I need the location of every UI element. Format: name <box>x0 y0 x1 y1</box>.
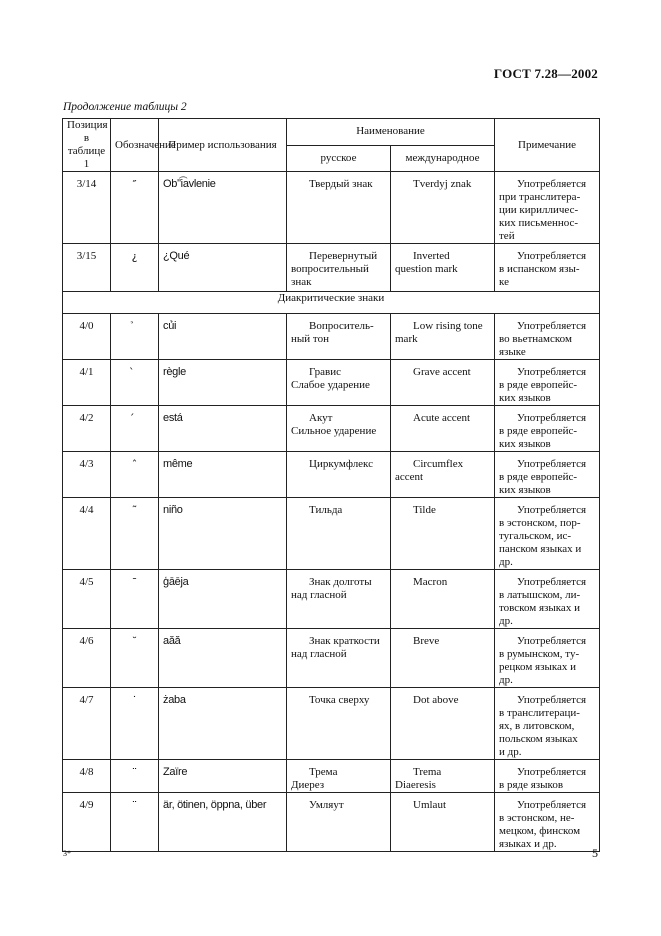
name-ru-cell-line: Тильда <box>309 504 343 516</box>
section-title: Диакритические знаки <box>63 292 600 314</box>
table-row <box>63 760 600 793</box>
table-row <box>63 570 600 629</box>
name-ru-cell-line: Знак долготы <box>309 576 372 588</box>
table-row <box>63 360 600 406</box>
name-intl-cell-line: Diaeresis <box>395 779 436 791</box>
note-cell-line: Употребляется <box>517 504 587 516</box>
name-intl-cell <box>391 172 495 244</box>
name-intl-cell <box>391 688 495 760</box>
name-ru-cell-line: Вопроситель- <box>309 320 374 332</box>
name-ru-cell <box>287 570 391 629</box>
name-ru-cell <box>287 498 391 570</box>
name-ru-cell-line: ный тон <box>291 333 329 345</box>
col-header-note: Примечание <box>495 119 600 172</box>
note-cell-line: Употребляется <box>517 458 587 470</box>
note-cell-line: в испанском язы- <box>499 263 580 275</box>
table-row <box>63 172 600 244</box>
note-cell-line: в ряде европейс- <box>499 425 578 437</box>
example-cell: règle <box>159 360 287 406</box>
position-cell: 3/15 <box>63 244 111 292</box>
note-cell-line: панском языках и <box>499 543 582 555</box>
name-intl-cell-line: question mark <box>395 263 458 275</box>
position-cell: 4/2 <box>63 406 111 452</box>
name-intl-cell-line: Tilde <box>413 504 436 516</box>
table-caption: Продолжение таблицы 2 <box>63 101 187 113</box>
table-row <box>63 498 600 570</box>
name-ru-cell-line: Гравис <box>309 366 342 378</box>
symbol-cell <box>111 360 159 406</box>
note-cell-line: Употребляется <box>517 694 587 706</box>
note-cell-line: в румынском, ту- <box>499 648 580 660</box>
name-intl-cell-line: accent <box>395 471 424 483</box>
name-intl-cell <box>391 793 495 852</box>
name-ru-cell <box>287 314 391 360</box>
name-ru-cell-line: Умляут <box>309 799 344 811</box>
name-intl-cell-line: Tverdyj znak <box>413 178 472 190</box>
symbol-cell: ¿ <box>111 244 159 292</box>
name-intl-cell <box>391 452 495 498</box>
position-cell: 4/3 <box>63 452 111 498</box>
name-ru-cell-line: над гласной <box>291 648 347 660</box>
position-cell: 4/6 <box>63 629 111 688</box>
position-cell: 4/1 <box>63 360 111 406</box>
table-row <box>63 244 600 292</box>
note-cell-line: товском языках и <box>499 602 580 614</box>
name-ru-cell-line: Циркумфлекс <box>309 458 374 470</box>
symbol-cell: ˆ <box>111 452 159 498</box>
note-cell <box>495 498 600 570</box>
name-ru-cell-line: Акут <box>309 412 333 424</box>
symbol-cell: ˜ <box>111 498 159 570</box>
position-cell: 4/8 <box>63 760 111 793</box>
col-header-name: Наименование <box>287 119 495 146</box>
note-cell <box>495 570 600 629</box>
note-cell <box>495 793 600 852</box>
col-header-position: Позиция в таблице 1 <box>63 119 111 172</box>
standard-number: ГОСТ 7.28—2002 <box>493 66 598 81</box>
note-cell-line: тей <box>499 230 515 242</box>
example-cell: ¿Qué <box>159 244 287 292</box>
note-cell-line: польском языках <box>499 733 578 745</box>
name-ru-cell-line: Знак краткости <box>309 635 380 647</box>
note-cell-line: при транслитера- <box>499 191 581 203</box>
example-cell: củi <box>159 314 287 360</box>
table-body-a <box>63 172 600 292</box>
example-cell: ģāēja <box>159 570 287 629</box>
name-ru-cell-line: Слабое ударение <box>291 379 370 391</box>
table-row <box>63 688 600 760</box>
position-cell: 4/5 <box>63 570 111 629</box>
table-row <box>63 629 600 688</box>
sheet-mark: 3* <box>63 849 71 858</box>
note-cell-line: в транслитераци- <box>499 707 580 719</box>
symbols-table <box>62 118 600 852</box>
name-intl-cell <box>391 360 495 406</box>
name-intl-cell-line: Grave accent <box>413 366 471 378</box>
name-ru-cell-line: знак <box>291 276 312 288</box>
note-cell-line: ях, в литовском, <box>499 720 575 732</box>
example-cell: aăă <box>159 629 287 688</box>
note-cell-line: мецком, финском <box>499 825 581 837</box>
name-ru-cell <box>287 244 391 292</box>
example-cell: żaba <box>159 688 287 760</box>
symbol-cell: ˉ <box>111 570 159 629</box>
example-cell: Zaïre <box>159 760 287 793</box>
name-intl-cell <box>391 570 495 629</box>
note-cell <box>495 688 600 760</box>
symbol-cell: ¨ <box>111 793 159 852</box>
example-cell: Obʺi͡avlenie <box>159 172 287 244</box>
note-cell-line: Употребляется <box>517 799 587 811</box>
name-intl-cell-line: Breve <box>413 635 440 647</box>
position-cell: 4/9 <box>63 793 111 852</box>
col-header-name-intl: международное <box>391 145 495 172</box>
name-intl-cell-line: mark <box>395 333 418 345</box>
name-ru-cell-line: вопросительный <box>291 263 369 275</box>
name-ru-cell-line: Перевернутый <box>309 250 378 262</box>
example-cell: même <box>159 452 287 498</box>
note-cell-line: ке <box>499 276 509 288</box>
position-cell: 4/7 <box>63 688 111 760</box>
symbol-cell: ¨ <box>111 760 159 793</box>
name-intl-cell-line: Acute accent <box>413 412 471 424</box>
note-cell <box>495 629 600 688</box>
note-cell-line: др. <box>499 556 513 568</box>
example-cell: niño <box>159 498 287 570</box>
name-ru-cell <box>287 172 391 244</box>
name-intl-cell-line: Trema <box>413 766 442 778</box>
note-cell-line: языках и др. <box>499 838 557 850</box>
name-intl-cell <box>391 629 495 688</box>
col-header-symbol: Обозначение <box>111 119 159 172</box>
page-number: 5 <box>592 846 598 860</box>
name-intl-cell <box>391 244 495 292</box>
note-cell-line: ких языков <box>499 438 551 450</box>
note-cell-line: ких письменнос- <box>499 217 579 229</box>
note-cell-line: Употребляется <box>517 320 587 332</box>
note-cell-line: Употребляется <box>517 250 587 262</box>
note-cell-line: языке <box>499 346 526 358</box>
note-cell-line: Употребляется <box>517 766 587 778</box>
col-header-example: Пример использования <box>159 119 287 172</box>
name-intl-cell-line: Inverted <box>413 250 450 262</box>
note-cell-line: в эстонском, не- <box>499 812 575 824</box>
name-ru-cell <box>287 360 391 406</box>
note-cell-line: ких языков <box>499 484 551 496</box>
name-ru-cell <box>287 760 391 793</box>
note-cell <box>495 172 600 244</box>
note-cell-line: др. <box>499 674 513 686</box>
name-ru-cell-line: Трема <box>309 766 338 778</box>
note-cell-line: в латышском, ли- <box>499 589 581 601</box>
symbol-cell: ˘ <box>111 629 159 688</box>
note-cell-line: Употребляется <box>517 412 587 424</box>
name-intl-cell-line: Dot above <box>413 694 459 706</box>
note-cell <box>495 360 600 406</box>
position-cell: 4/4 <box>63 498 111 570</box>
note-cell-line: Употребляется <box>517 576 587 588</box>
name-intl-cell <box>391 314 495 360</box>
note-cell-line: Употребляется <box>517 178 587 190</box>
note-cell-line: рецком языках и <box>499 661 577 673</box>
symbol-cell <box>111 314 159 360</box>
table-row <box>63 793 600 852</box>
note-cell <box>495 314 600 360</box>
symbol-cell: ″ <box>111 172 159 244</box>
note-cell-line: Употребляется <box>517 635 587 647</box>
name-ru-cell <box>287 793 391 852</box>
note-cell-line: др. <box>499 615 513 627</box>
note-cell <box>495 406 600 452</box>
name-ru-cell-line: Диерез <box>291 779 325 791</box>
name-intl-cell <box>391 760 495 793</box>
note-cell-line: в ряде европейс- <box>499 471 578 483</box>
note-cell-line: во вьетнамском <box>499 333 572 345</box>
name-ru-cell <box>287 629 391 688</box>
note-cell-line: в эстонском, пор- <box>499 517 581 529</box>
note-cell-line: и др. <box>499 746 522 758</box>
name-ru-cell-line: Точка сверху <box>309 694 370 706</box>
name-ru-cell <box>287 452 391 498</box>
name-ru-cell <box>287 406 391 452</box>
note-cell <box>495 452 600 498</box>
note-cell-line: в ряде европейс- <box>499 379 578 391</box>
note-cell-line: ких языков <box>499 392 551 404</box>
name-intl-cell-line: Macron <box>413 576 448 588</box>
name-intl-cell <box>391 498 495 570</box>
note-cell <box>495 760 600 793</box>
table-row <box>63 452 600 498</box>
name-intl-cell-line: Umlaut <box>413 799 446 811</box>
name-ru-cell <box>287 688 391 760</box>
position-cell: 3/14 <box>63 172 111 244</box>
symbol-cell: ˙ <box>111 688 159 760</box>
note-cell-line: в ряде языков <box>499 779 564 791</box>
section-row <box>63 292 600 314</box>
note-cell <box>495 244 600 292</box>
table-row <box>63 406 600 452</box>
note-cell-line: Употребляется <box>517 366 587 378</box>
example-cell: är, ötinen, öppna, über <box>159 793 287 852</box>
table-body-b <box>63 314 600 852</box>
col-header-name-ru: русское <box>287 145 391 172</box>
name-intl-cell-line: Circumflex <box>413 458 464 470</box>
symbol-cell <box>111 406 159 452</box>
name-intl-cell-line: Low rising tone <box>413 320 483 332</box>
table-row <box>63 314 600 360</box>
name-intl-cell <box>391 406 495 452</box>
example-cell: está <box>159 406 287 452</box>
name-ru-cell-line: Твердый знак <box>309 178 373 190</box>
name-ru-cell-line: над гласной <box>291 589 347 601</box>
note-cell-line: ции кирилличес- <box>499 204 579 216</box>
note-cell-line: тугальском, ис- <box>499 530 572 542</box>
position-cell: 4/0 <box>63 314 111 360</box>
name-ru-cell-line: Сильное ударение <box>291 425 377 437</box>
